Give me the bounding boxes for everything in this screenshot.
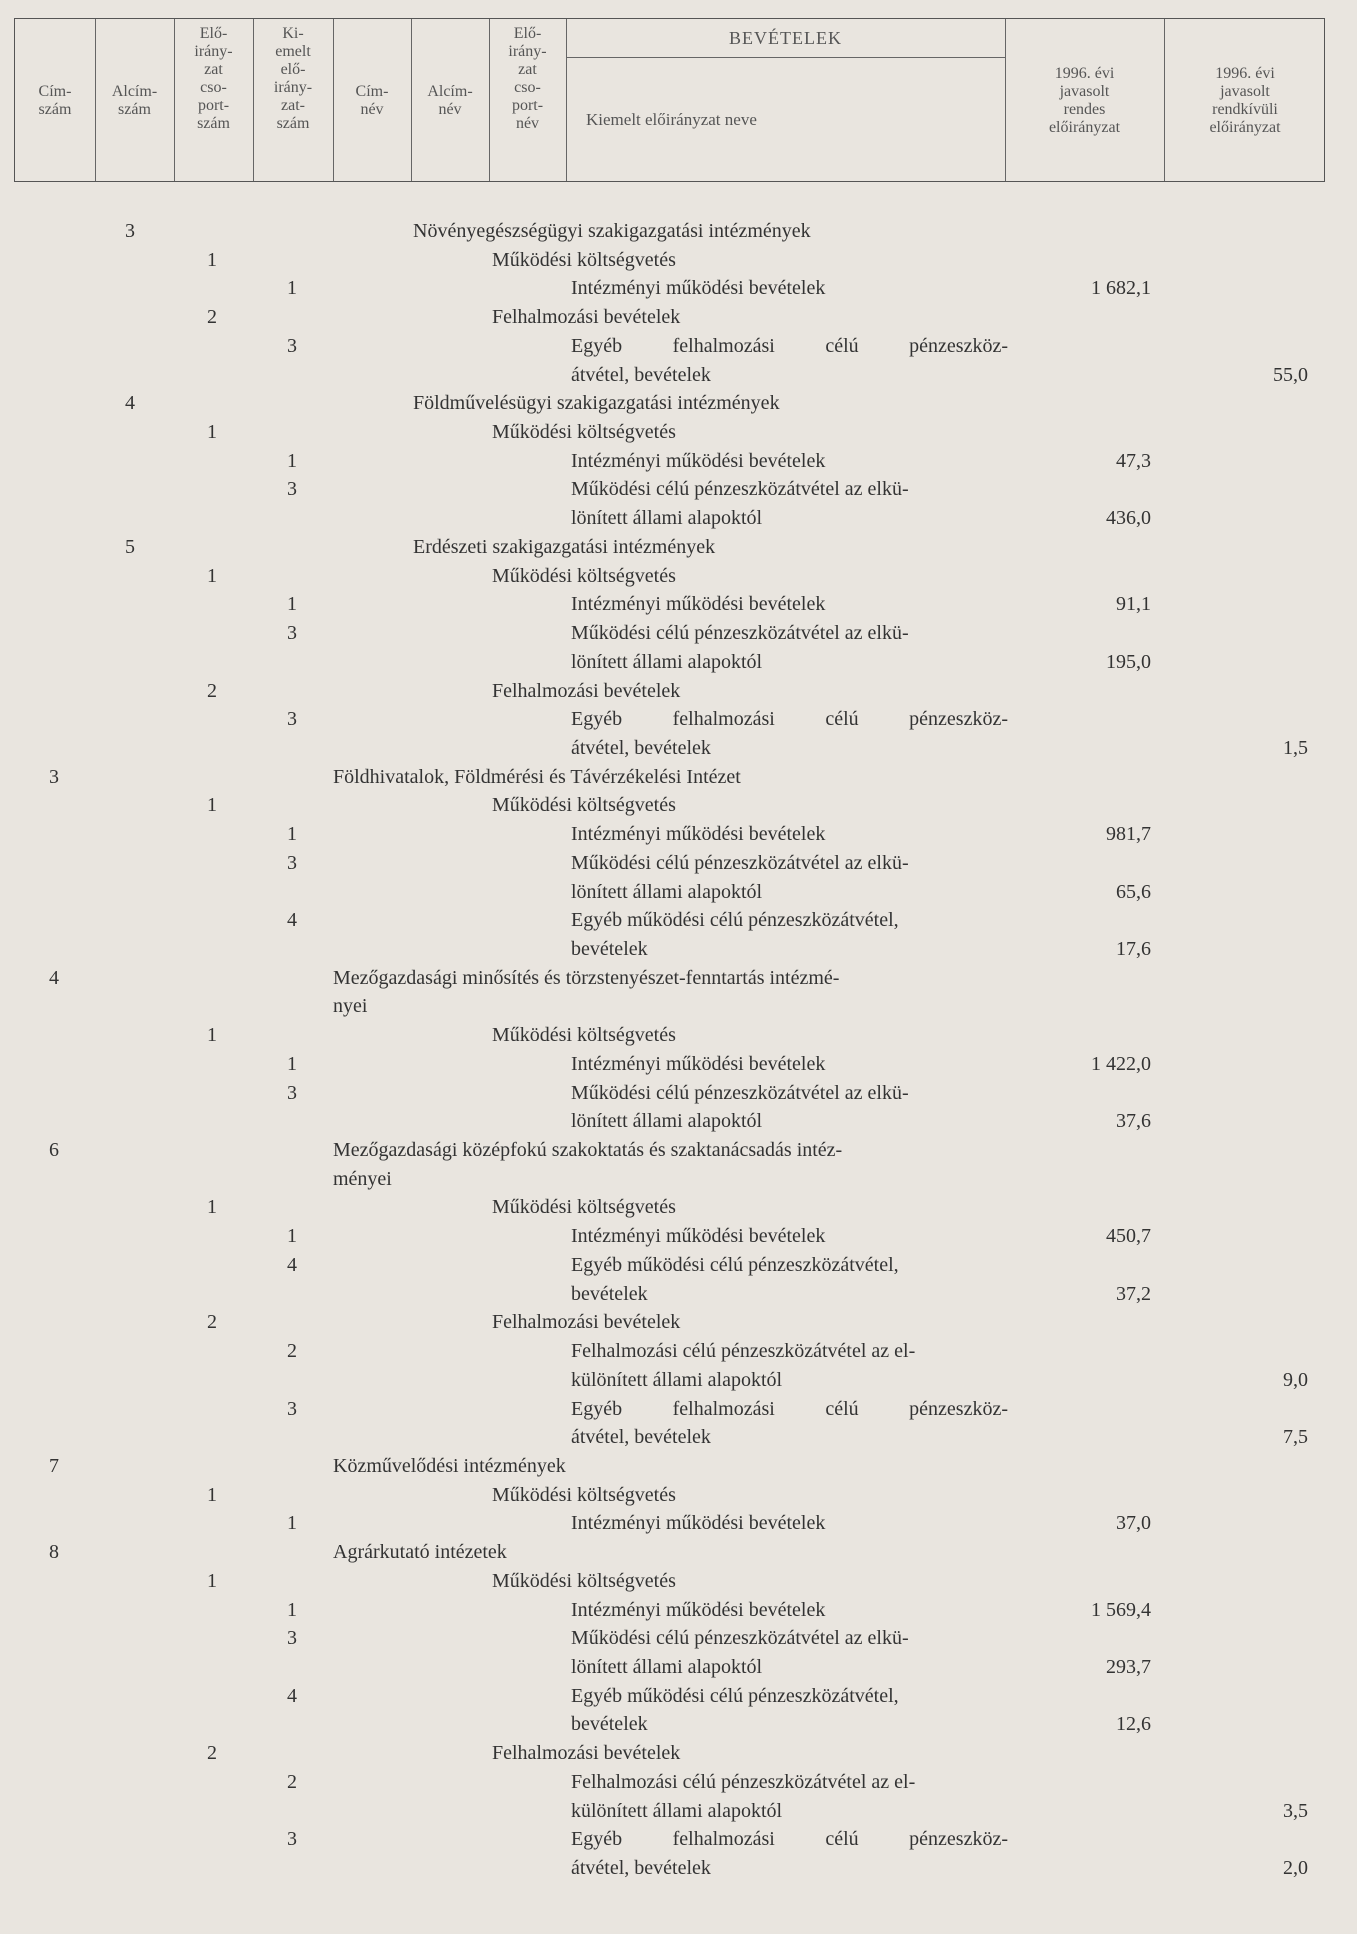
- table-row: [0, 418, 1357, 447]
- cim-nev: Agrárkutató intézetek: [333, 1541, 507, 1564]
- table-row: [0, 1854, 1357, 1883]
- header-rendes-eloiranyzat: 1996. évi javasolt rendes előirányzat: [1048, 65, 1121, 136]
- kiemelt-eloiranyzat-szam: 3: [287, 622, 297, 645]
- kiemelt-eloiranyzat-szam: 2: [287, 1770, 297, 1793]
- table-row: [0, 1193, 1357, 1222]
- kiemelt-eloiranyzat-szam: 3: [287, 1627, 297, 1650]
- rendes-eloiranyzat: 195,0: [1106, 650, 1151, 673]
- rendkivuli-eloiranyzat: 2,0: [1283, 1857, 1308, 1880]
- eloiranyzat-csoport-szam: 1: [207, 794, 217, 817]
- table-row: [0, 734, 1357, 763]
- kiemelt-eloiranyzat-nev: Intézményi működési bevételek: [571, 1598, 826, 1621]
- table-row: [0, 1280, 1357, 1309]
- table-row: [0, 992, 1357, 1021]
- rendes-eloiranyzat: 1 682,1: [1091, 277, 1151, 300]
- rendes-eloiranyzat: 91,1: [1116, 593, 1151, 616]
- kiemelt-eloiranyzat-nev: lönített állami alapoktól: [571, 880, 763, 903]
- kiemelt-eloiranyzat-nev: lönített állami alapoktól: [571, 1110, 763, 1133]
- eloiranyzat-csoport-szam: 1: [207, 1024, 217, 1047]
- table-row: [0, 1222, 1357, 1251]
- rendkivuli-eloiranyzat: 3,5: [1283, 1799, 1308, 1822]
- header-eloiranyzat-csoport-szam: Elő- irány- zat cso- port- szám: [194, 25, 233, 132]
- table-row: [0, 332, 1357, 361]
- rendkivuli-eloiranyzat: 1,5: [1283, 736, 1308, 759]
- rendkivuli-eloiranyzat: 9,0: [1283, 1368, 1308, 1391]
- rendkivuli-eloiranyzat: 55,0: [1273, 363, 1308, 386]
- table-row: [0, 1452, 1357, 1481]
- cim-nev: Közművelődési intézmények: [333, 1454, 566, 1477]
- table-row: [0, 1825, 1357, 1854]
- kiemelt-eloiranyzat-nev: Intézményi működési bevételek: [571, 277, 826, 300]
- table-row: [0, 1021, 1357, 1050]
- header-alcim-szam: Alcím- szám: [111, 83, 158, 118]
- kiemelt-eloiranyzat-nev: Egyéb működési célú pénzeszközátvétel,: [571, 1253, 899, 1276]
- table-row: [0, 1107, 1357, 1136]
- table-row: [0, 590, 1357, 619]
- table-row: [0, 935, 1357, 964]
- kiemelt-eloiranyzat-nev: bevételek: [571, 1713, 648, 1736]
- kiemelt-eloiranyzat-nev: Működési célú pénzeszközátvétel az elkü-: [571, 622, 909, 645]
- rendes-eloiranyzat: 37,0: [1116, 1512, 1151, 1535]
- kiemelt-eloiranyzat-nev: Egyéb működési célú pénzeszközátvétel,: [571, 1684, 899, 1707]
- kiemelt-eloiranyzat-nev: Intézményi működési bevételek: [571, 1225, 826, 1248]
- cim-nev: Mezőgazdasági középfokú szakoktatás és szaktanácsadás intéz-: [333, 1139, 843, 1162]
- kiemelt-eloiranyzat-nev: Felhalmozási célú pénzeszközátvétel az el-: [571, 1340, 916, 1363]
- cim-nev: Mezőgazdasági minősítés és törzstenyészet-fenntartás intézmé-: [333, 966, 840, 989]
- table-row: [0, 1739, 1357, 1768]
- table-row: [0, 1509, 1357, 1538]
- kiemelt-eloiranyzat-nev: lönített állami alapoktól: [571, 507, 763, 530]
- table-row: [0, 217, 1357, 246]
- kiemelt-eloiranyzat-szam: 4: [287, 1253, 297, 1276]
- eloiranyzat-csoport-szam: 1: [207, 564, 217, 587]
- kiemelt-eloiranyzat-nev: Felhalmozási célú pénzeszközátvétel az el-: [571, 1770, 916, 1793]
- rendes-eloiranyzat: 436,0: [1106, 507, 1151, 530]
- alcim-szam: 4: [125, 392, 135, 415]
- table-row: [0, 763, 1357, 792]
- kiemelt-eloiranyzat-nev: Intézményi működési bevételek: [571, 1052, 826, 1075]
- cim-nev: ményei: [333, 1167, 392, 1190]
- kiemelt-eloiranyzat-szam: 3: [287, 478, 297, 501]
- table-row: [0, 1653, 1357, 1682]
- table-row: [0, 1538, 1357, 1567]
- eloiranyzat-csoport-nev: Működési költségvetés: [492, 1569, 676, 1592]
- table-row: [0, 906, 1357, 935]
- kiemelt-eloiranyzat-szam: 1: [287, 1052, 297, 1075]
- header-cim-szam: Cím- szám: [38, 83, 72, 118]
- table-row: [0, 475, 1357, 504]
- header-rendkivuli-eloiranyzat: 1996. évi javasolt rendkívüli előirányzat: [1209, 65, 1281, 136]
- table-row: [0, 1395, 1357, 1424]
- table-row: [0, 1366, 1357, 1395]
- rendes-eloiranyzat: 17,6: [1116, 938, 1151, 960]
- table-row: [0, 246, 1357, 275]
- kiemelt-eloiranyzat-nev: Egyéb felhalmozási célú pénzeszköz-: [571, 708, 1008, 731]
- table-row: [0, 1136, 1357, 1165]
- table-row: [0, 1797, 1357, 1826]
- eloiranyzat-csoport-nev: Felhalmozási bevételek: [492, 306, 681, 329]
- kiemelt-eloiranyzat-nev: különített állami alapoktól: [571, 1368, 783, 1391]
- eloiranyzat-csoport-szam: 1: [207, 1196, 217, 1219]
- table-row: [0, 1710, 1357, 1739]
- table-row: [0, 1050, 1357, 1079]
- kiemelt-eloiranyzat-szam: 1: [287, 1598, 297, 1621]
- eloiranyzat-csoport-szam: 2: [207, 306, 217, 329]
- kiemelt-eloiranyzat-nev: különített állami alapoktól: [571, 1799, 783, 1822]
- eloiranyzat-csoport-szam: 1: [207, 1483, 217, 1506]
- table-header: [14, 18, 1325, 182]
- eloiranyzat-csoport-szam: 1: [207, 248, 217, 271]
- table-row: [0, 1423, 1357, 1452]
- rendes-eloiranyzat: 1 569,4: [1091, 1598, 1151, 1621]
- header-cim-nev: Cím- név: [355, 83, 389, 118]
- cim-szam: 3: [49, 765, 59, 788]
- table-row: [0, 791, 1357, 820]
- rendes-eloiranyzat: 1 422,0: [1091, 1052, 1151, 1075]
- eloiranyzat-csoport-nev: Felhalmozási bevételek: [492, 1742, 681, 1765]
- table-row: [0, 361, 1357, 390]
- kiemelt-eloiranyzat-szam: 1: [287, 1225, 297, 1248]
- kiemelt-eloiranyzat-nev: Intézményi működési bevételek: [571, 593, 826, 616]
- kiemelt-eloiranyzat-szam: 1: [287, 823, 297, 846]
- table-row: [0, 447, 1357, 476]
- kiemelt-eloiranyzat-szam: 1: [287, 593, 297, 616]
- eloiranyzat-csoport-nev: Működési költségvetés: [492, 564, 676, 587]
- eloiranyzat-csoport-nev: Működési költségvetés: [492, 794, 676, 817]
- table-row: [0, 389, 1357, 418]
- table-row: [0, 1165, 1357, 1194]
- kiemelt-eloiranyzat-szam: 3: [287, 708, 297, 731]
- kiemelt-eloiranyzat-nev: Intézményi működési bevételek: [571, 1512, 826, 1535]
- cim-szam: 7: [49, 1454, 59, 1477]
- rendes-eloiranyzat: 981,7: [1106, 823, 1151, 846]
- kiemelt-eloiranyzat-nev: Intézményi működési bevételek: [571, 449, 826, 472]
- eloiranyzat-csoport-nev: Működési költségvetés: [492, 248, 676, 271]
- table-row: [0, 1596, 1357, 1625]
- header-kiemelt-eloiranyzat-szam: Ki- emelt elő- irány- zat- szám: [273, 25, 313, 132]
- table-row: [0, 1768, 1357, 1797]
- kiemelt-eloiranyzat-szam: 1: [287, 277, 297, 300]
- table-row: [0, 1308, 1357, 1337]
- table-row: [0, 1079, 1357, 1108]
- rendes-eloiranyzat: 47,3: [1116, 449, 1151, 472]
- kiemelt-eloiranyzat-szam: 3: [287, 851, 297, 874]
- table-row: [0, 1624, 1357, 1653]
- kiemelt-eloiranyzat-nev: átvétel, bevételek: [571, 736, 711, 759]
- table-row: [0, 1567, 1357, 1596]
- eloiranyzat-csoport-nev: Működési költségvetés: [492, 1024, 676, 1047]
- kiemelt-eloiranyzat-szam: 4: [287, 909, 297, 932]
- cim-szam: 6: [49, 1139, 59, 1162]
- kiemelt-eloiranyzat-nev: átvétel, bevételek: [571, 363, 711, 386]
- table-row: [0, 619, 1357, 648]
- table-row: [0, 303, 1357, 332]
- kiemelt-eloiranyzat-nev: Működési célú pénzeszközátvétel az elkü-: [571, 1627, 909, 1650]
- table-row: [0, 964, 1357, 993]
- cim-szam: 8: [49, 1541, 59, 1564]
- eloiranyzat-csoport-nev: Működési költségvetés: [492, 1483, 676, 1506]
- rendkivuli-eloiranyzat: 7,5: [1283, 1426, 1308, 1449]
- table-row: [0, 1251, 1357, 1280]
- rendes-eloiranyzat: 450,7: [1106, 1225, 1151, 1248]
- table-row: [0, 533, 1357, 562]
- table-row: [0, 1682, 1357, 1711]
- eloiranyzat-csoport-szam: 1: [207, 1569, 217, 1592]
- table-row: [0, 677, 1357, 706]
- kiemelt-eloiranyzat-nev: Működési célú pénzeszközátvétel az elkü-: [571, 1081, 909, 1104]
- table-row: [0, 562, 1357, 591]
- rendes-eloiranyzat: 37,2: [1116, 1282, 1151, 1305]
- alcim-nev: Növényegészségügyi szakigazgatási intézmények: [413, 220, 811, 242]
- table-row: [0, 1337, 1357, 1366]
- kiemelt-eloiranyzat-nev: bevételek: [571, 938, 648, 960]
- table-row: [0, 274, 1357, 303]
- cim-nev: Földhivatalok, Földmérési és Távérzékelési Intézet: [333, 765, 741, 788]
- eloiranyzat-csoport-nev: Felhalmozási bevételek: [492, 1311, 681, 1334]
- rendes-eloiranyzat: 12,6: [1116, 1713, 1151, 1736]
- kiemelt-eloiranyzat-nev: bevételek: [571, 1282, 648, 1305]
- kiemelt-eloiranyzat-nev: átvétel, bevételek: [571, 1426, 711, 1449]
- header-eloiranyzat-csoport-nev: Elő- irány- zat cso- port- név: [508, 25, 547, 132]
- kiemelt-eloiranyzat-nev: Működési célú pénzeszközátvétel az elkü-: [571, 851, 909, 874]
- kiemelt-eloiranyzat-nev: Egyéb felhalmozási célú pénzeszköz-: [571, 334, 1008, 357]
- table-row: [0, 820, 1357, 849]
- kiemelt-eloiranyzat-nev: Működési célú pénzeszközátvétel az elkü-: [571, 478, 909, 501]
- header-bevetelek: BEVÉTELEK: [729, 28, 842, 48]
- eloiranyzat-csoport-szam: 1: [207, 421, 217, 444]
- eloiranyzat-csoport-nev: Felhalmozási bevételek: [492, 679, 681, 702]
- table-row: [0, 1481, 1357, 1510]
- header-alcim-nev: Alcím- név: [427, 83, 473, 118]
- kiemelt-eloiranyzat-szam: 3: [287, 1081, 297, 1104]
- rendes-eloiranyzat: 37,6: [1116, 1110, 1151, 1133]
- eloiranyzat-csoport-szam: 2: [207, 1742, 217, 1765]
- kiemelt-eloiranyzat-szam: 1: [287, 1512, 297, 1535]
- header-kiemelt-eloiranyzat-neve: Kiemelt előirányzat neve: [586, 110, 757, 129]
- eloiranyzat-csoport-nev: Működési költségvetés: [492, 421, 676, 444]
- table-row: [0, 504, 1357, 533]
- alcim-nev: Földművelésügyi szakigazgatási intézmények: [413, 392, 780, 415]
- kiemelt-eloiranyzat-szam: 3: [287, 1397, 297, 1420]
- table-row: [0, 878, 1357, 907]
- alcim-nev: Erdészeti szakigazgatási intézmények: [413, 535, 716, 558]
- table-row: [0, 705, 1357, 734]
- eloiranyzat-csoport-szam: 2: [207, 1311, 217, 1334]
- kiemelt-eloiranyzat-nev: lönített állami alapoktól: [571, 650, 763, 673]
- kiemelt-eloiranyzat-nev: Egyéb felhalmozási célú pénzeszköz-: [571, 1828, 1008, 1851]
- rendes-eloiranyzat: 293,7: [1106, 1656, 1151, 1678]
- kiemelt-eloiranyzat-nev: átvétel, bevételek: [571, 1857, 711, 1880]
- table-row: [0, 849, 1357, 878]
- eloiranyzat-csoport-nev: Működési költségvetés: [492, 1196, 676, 1219]
- kiemelt-eloiranyzat-nev: Intézményi működési bevételek: [571, 823, 826, 846]
- rendes-eloiranyzat: 65,6: [1116, 880, 1151, 903]
- kiemelt-eloiranyzat-szam: 3: [287, 1828, 297, 1851]
- kiemelt-eloiranyzat-szam: 4: [287, 1684, 297, 1707]
- alcim-szam: 3: [125, 220, 135, 242]
- eloiranyzat-csoport-szam: 2: [207, 679, 217, 702]
- kiemelt-eloiranyzat-nev: Egyéb felhalmozási célú pénzeszköz-: [571, 1397, 1008, 1420]
- kiemelt-eloiranyzat-nev: lönített állami alapoktól: [571, 1656, 763, 1678]
- alcim-szam: 5: [125, 535, 135, 558]
- kiemelt-eloiranyzat-nev: Egyéb működési célú pénzeszközátvétel,: [571, 909, 899, 932]
- kiemelt-eloiranyzat-szam: 3: [287, 334, 297, 357]
- cim-nev: nyei: [333, 995, 368, 1018]
- table-row: [0, 648, 1357, 677]
- kiemelt-eloiranyzat-szam: 2: [287, 1340, 297, 1363]
- cim-szam: 4: [49, 966, 59, 989]
- kiemelt-eloiranyzat-szam: 1: [287, 449, 297, 472]
